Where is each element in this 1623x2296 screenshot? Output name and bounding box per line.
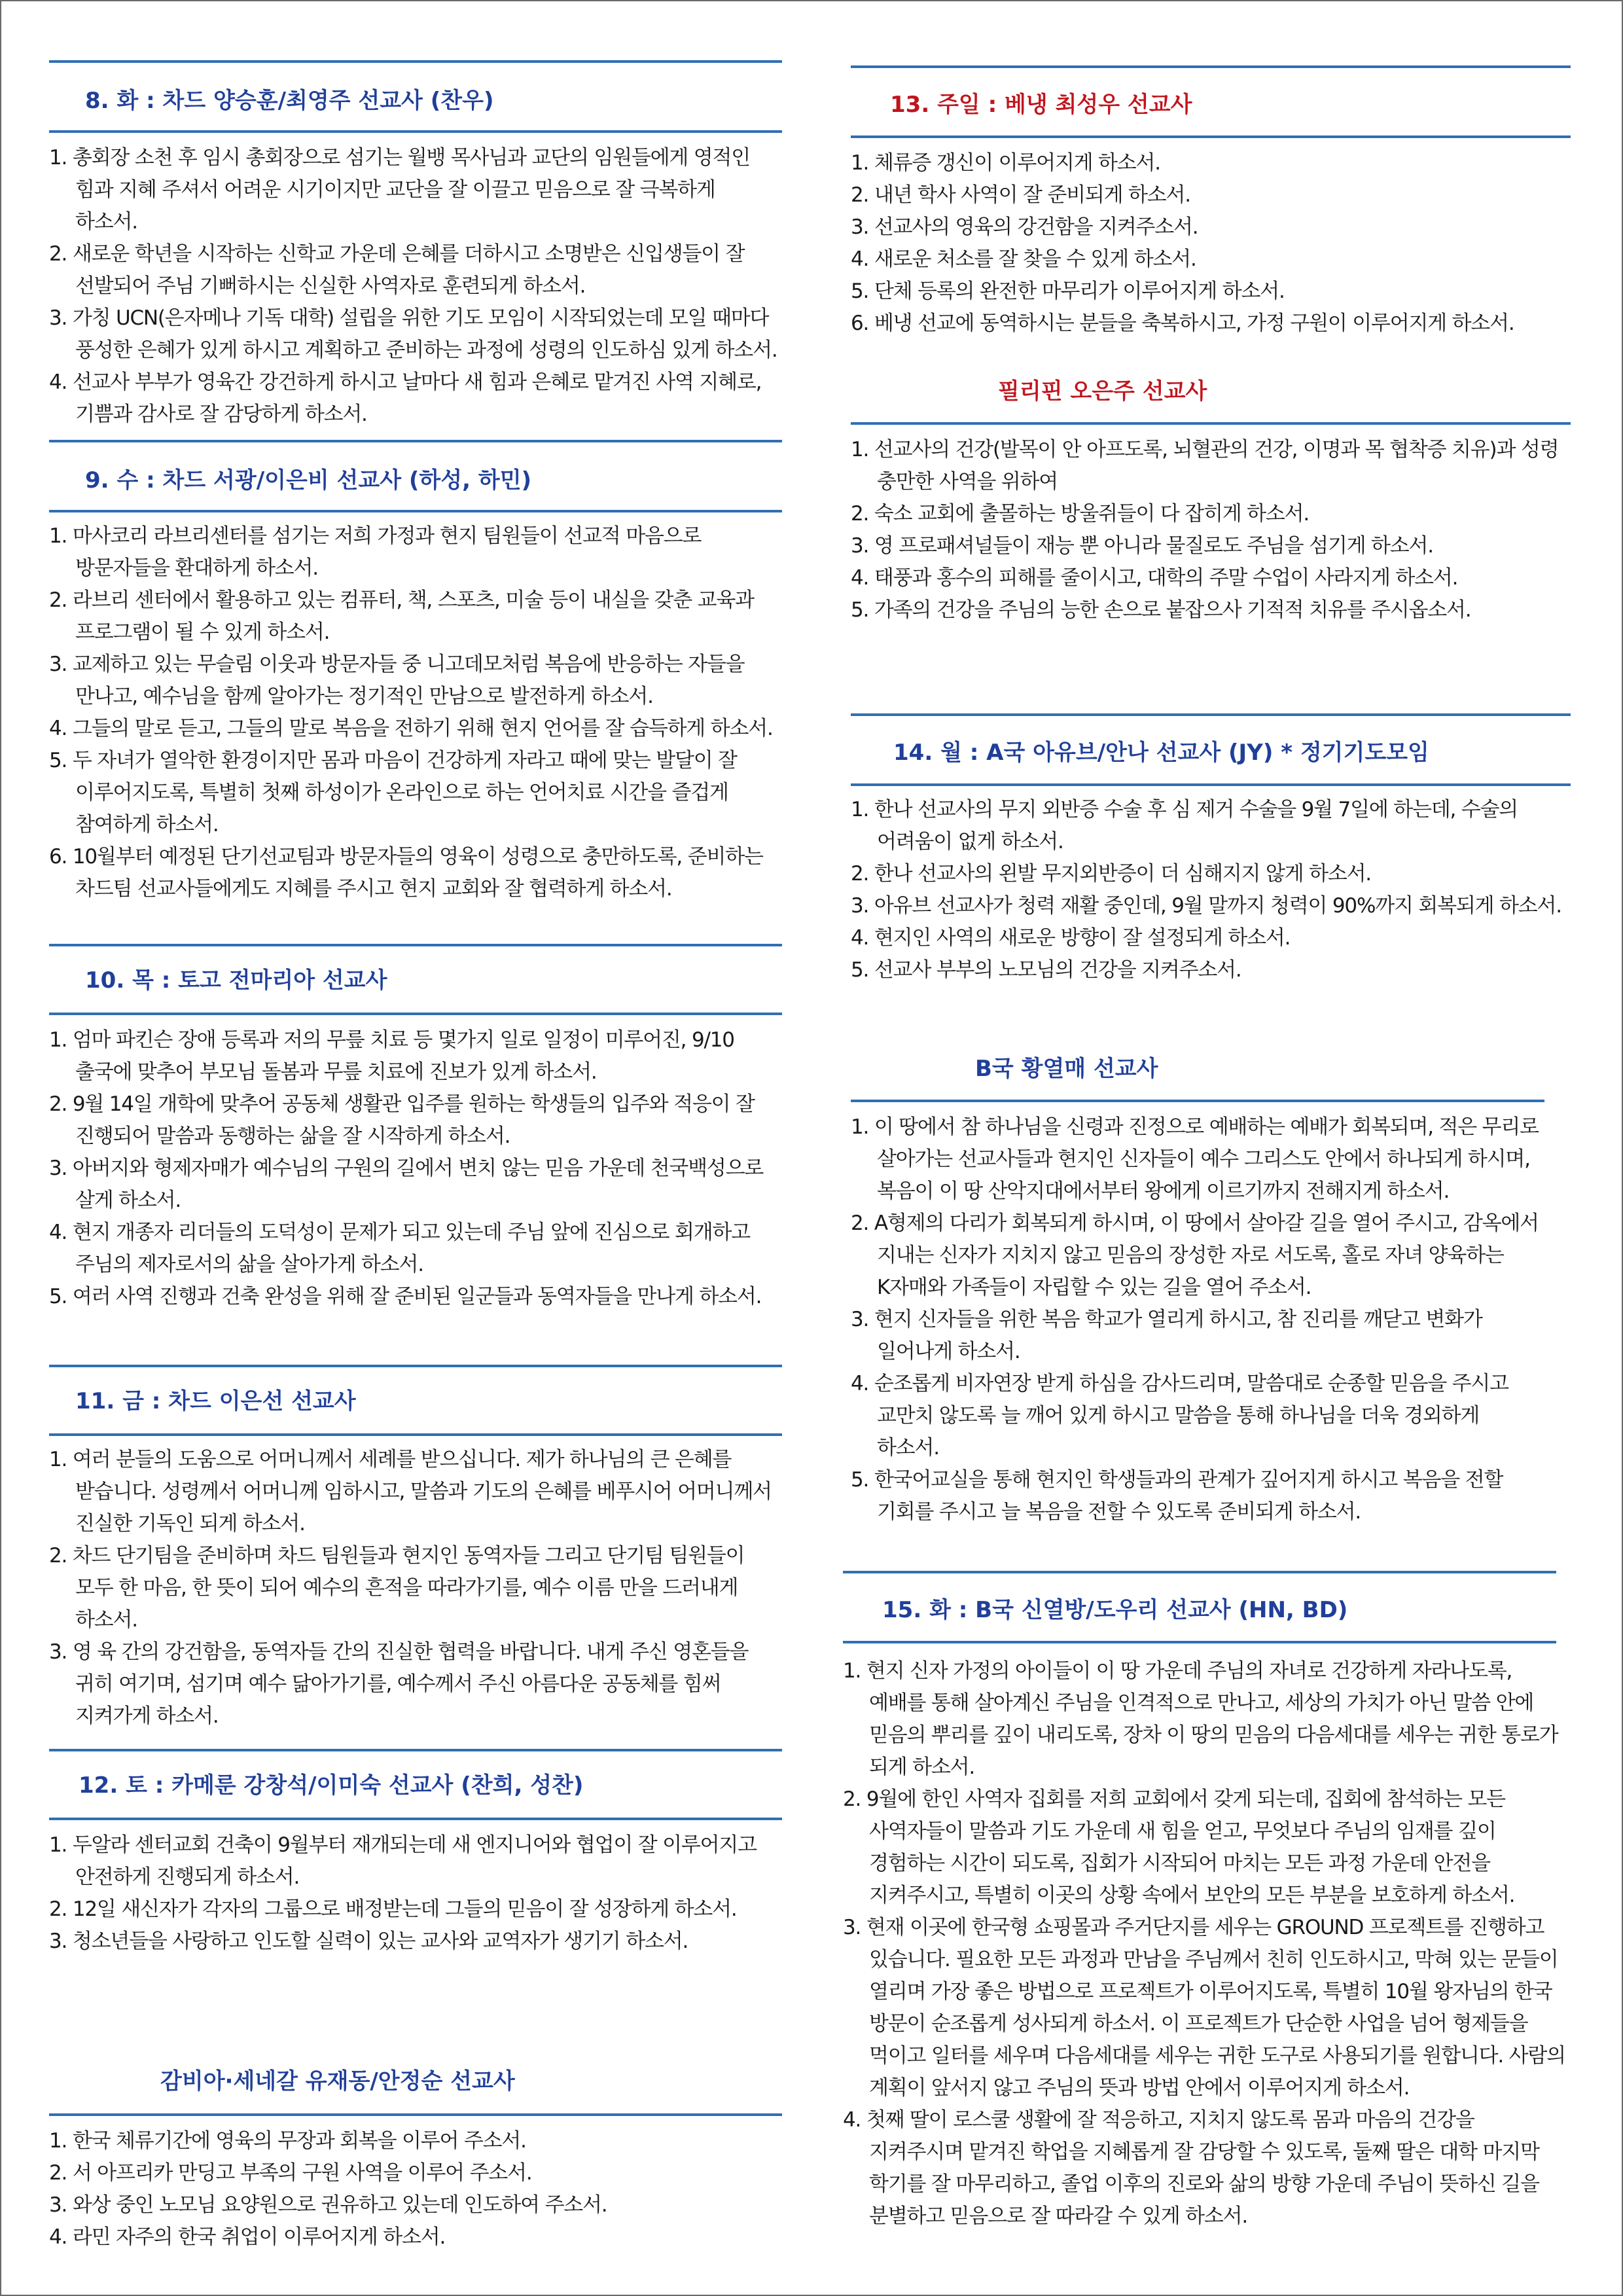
prayer-item: 3. 선교사의 영육의 강건함을 지켜주소서. — [851, 215, 1198, 239]
prayer-item: 3. 현재 이곳에 한국형 쇼핑몰과 주거단지를 세우는 GROUND 프로젝트를 진행하고 있습니다. 필요한 모든 과정과 만남을 주님께서 친히 인도하시고, 막혀 있는 문들이 열리며 가장 좋은 방법으로 프로젝트가 이루어지도록, 특별히 10월 왕자님의 한국 방문이 순조롭게 성사되게 하소서. 이 프로젝트가 단순한 사업을 넘어 형제들을 먹이고 일터를 세우며 다음세대를 세우는 귀한 도구로 사용되기를 원합니다. 사람의 계획이 앞서지 않고 주님의 뜻과 방법 안에서 이루어지게 하소서. — [843, 1916, 1565, 2100]
prayer-item: 1. 선교사의 건강(발목이 안 아프도록, 뇌혈관의 건강, 이명과 목 협착증 치유)과 성령 충만한 사역을 위하여 — [851, 438, 1559, 493]
prayer-list — [49, 142, 782, 431]
prayer-item: 3. 영 프로패셔널들이 재능 뿐 아니라 물질로도 주님을 섬기게 하소서. — [851, 534, 1433, 558]
prayer-item: 3. 아유브 선교사가 청력 재활 중인데, 9월 말까지 청력이 90%까지 회복되게 하소서. — [851, 894, 1561, 918]
section-bottom-rule — [49, 1433, 782, 1436]
section-15 — [843, 1571, 1571, 2233]
prayer-item: 2. 서 아프리카 만딩고 부족의 구원 사역을 이루어 주소서. — [49, 2161, 532, 2185]
prayer-item: 1. 총회장 소천 후 임시 총회장으로 섬기는 월뱅 목사님과 교단의 임원들에게 영적인 힘과 지혜 주셔서 어려운 시기이지만 교단을 잘 이끌고 믿음으로 잘 극복하게 하소서. — [49, 146, 750, 234]
prayer-item: 3. 현지 신자들을 위한 복음 학교가 열리게 하시고, 참 진리를 깨닫고 변화가 일어나게 하소서. — [851, 1308, 1482, 1363]
section-title: 8. 화 : 차드 양승훈/최영주 선교사 (찬우) — [85, 88, 494, 114]
section-bottom-rule — [851, 422, 1571, 425]
section-title: 13. 주일 : 베냉 최성우 선교사 — [890, 92, 1192, 118]
prayer-item: 5. 선교사 부부의 노모님의 건강을 지켜주소서. — [851, 958, 1241, 982]
section-b-country — [851, 1050, 1544, 1528]
section-title: 감비아·세네갈 유재동/안정순 선교사 — [160, 2068, 515, 2094]
prayer-item: 4. 라민 자주의 한국 취업이 이루어지게 하소서. — [49, 2225, 446, 2249]
prayer-item: 5. 가족의 건강을 주님의 능한 손으로 붙잡으사 기적적 치유를 주시옵소서. — [851, 598, 1471, 622]
prayer-item: 4. 순조롭게 비자연장 받게 하심을 감사드리며, 말씀대로 순종할 믿음을 주시고 교만치 않도록 늘 깨어 있게 하시고 말씀을 통해 하나님을 더욱 경외하게 하소서. — [851, 1372, 1508, 1460]
prayer-item: 3. 와상 중인 노모님 요양원으로 권유하고 있는데 인도하여 주소서. — [49, 2193, 607, 2217]
prayer-item: 1. 현지 신자 가정의 아이들이 이 땅 가운데 주님의 자녀로 건강하게 자라나도록, 예배를 통해 살아계신 주님을 인격적으로 만나고, 세상의 가치가 아닌 말씀 안에 믿음의 뿌리를 깊이 내리도록, 장차 이 땅의 믿음의 다음세대를 세우는 귀한 통로가 되게 하소서. — [843, 1659, 1558, 1779]
prayer-item: 2. 새로운 학년을 시작하는 신학교 가운데 은혜를 더하시고 소명받은 신입생들이 잘 선발되어 주님 기뻐하시는 신실한 사역자로 훈련되게 하소서. — [49, 242, 745, 298]
section-top-rule — [49, 440, 782, 442]
prayer-list — [851, 434, 1571, 626]
prayer-item: 4. 현지 개종자 리더들의 도덕성이 문제가 되고 있는데 주님 앞에 진심으로 회개하고 주님의 제자로서의 삶을 살아가게 하소서. — [49, 1221, 750, 1276]
section-title: 9. 수 : 차드 서광/이은비 선교사 (하성, 하민) — [85, 467, 532, 493]
prayer-item: 5. 한국어교실을 통해 현지인 학생들과의 관계가 깊어지게 하시고 복음을 전할 기회를 주시고 늘 복음을 전할 수 있도록 준비되게 하소서. — [851, 1468, 1503, 1524]
prayer-item: 4. 선교사 부부가 영육간 강건하게 하시고 날마다 새 힘과 은혜로 맡겨진 사역 지혜로, 기쁨과 감사로 잘 감당하게 하소서. — [49, 370, 762, 426]
section-title: 필리핀 오은주 선교사 — [998, 378, 1207, 404]
prayer-item: 3. 청소년들을 사랑하고 인도할 실력이 있는 교사와 교역자가 생기기 하소서. — [49, 1929, 688, 1953]
prayer-item: 2. 숙소 교회에 출몰하는 방울쥐들이 다 잡히게 하소서. — [851, 502, 1310, 526]
section-title: 14. 월 : A국 아유브/안나 선교사 (JY) * 정기기도모임 — [893, 740, 1429, 766]
prayer-list — [49, 520, 782, 905]
prayer-item: 1. 마사코리 라브리센터를 섬기는 저희 가정과 현지 팀원들이 선교적 마음으로 방문자들을 환대하게 하소서. — [49, 524, 702, 580]
prayer-list — [49, 1024, 782, 1313]
section-13 — [851, 65, 1571, 340]
prayer-item: 5. 단체 등록의 완전한 마무리가 이루어지게 하소서. — [851, 279, 1285, 303]
prayer-item: 2. 12일 새신자가 각자의 그룹으로 배정받는데 그들의 믿음이 잘 성장하게 하소서. — [49, 1897, 737, 1921]
prayer-item: 6. 베냉 선교에 동역하시는 분들을 축복하시고, 가정 구원이 이루어지게 하소서. — [851, 312, 1514, 335]
prayer-item: 5. 두 자녀가 열악한 환경이지만 몸과 마음이 건강하게 자라고 때에 맞는 발달이 잘 이루어지도록, 특별히 첫째 하성이가 온라인으로 하는 언어치료 시간을 즐겁게 참여하게 하소서. — [49, 749, 737, 836]
section-top-rule — [851, 713, 1571, 716]
section-12 — [49, 1749, 782, 1958]
section-top-rule — [49, 1749, 782, 1751]
prayer-item: 4. 그들의 말로 듣고, 그들의 말로 복음을 전하기 위해 현지 언어를 잘 습득하게 하소서. — [49, 717, 773, 740]
section-top-rule — [49, 944, 782, 946]
prayer-item: 2. 내년 학사 사역이 잘 준비되게 하소서. — [851, 183, 1190, 207]
section-philippines — [851, 373, 1571, 626]
section-bottom-rule — [49, 2113, 782, 2116]
prayer-list — [843, 1655, 1571, 2233]
section-bottom-rule — [49, 1818, 782, 1820]
prayer-item: 2. 라브리 센터에서 활용하고 있는 컴퓨터, 책, 스포츠, 미술 등이 내실을 갖춘 교육과 프로그램이 될 수 있게 하소서. — [49, 588, 754, 644]
prayer-item: 6. 10월부터 예정된 단기선교팀과 방문자들의 영육이 성령으로 충만하도록, 준비하는 차드팀 선교사들에게도 지혜를 주시고 현지 교회와 잘 협력하게 하소서. — [49, 845, 763, 901]
prayer-item: 3. 영 육 간의 강건함을, 동역자들 간의 진실한 협력을 바랍니다. 내게 주신 영혼들을 귀히 여기며, 섬기며 예수 닮아가기를, 예수께서 주신 아름다운 공동체를 힘써 지켜가게 하소서. — [49, 1640, 749, 1728]
prayer-item: 3. 아버지와 형제자매가 예수님의 구원의 길에서 변치 않는 믿음 가운데 천국백성으로 살게 하소서. — [49, 1157, 764, 1212]
section-11 — [49, 1365, 782, 1732]
prayer-list — [851, 1111, 1544, 1528]
section-top-rule — [49, 1365, 782, 1367]
section-14 — [851, 713, 1571, 986]
section-bottom-rule — [49, 1013, 782, 1015]
prayer-item: 4. 현지인 사역의 새로운 방향이 잘 설정되게 하소서. — [851, 926, 1291, 950]
section-top-rule — [49, 60, 782, 63]
section-title: 15. 화 : B국 신열방/도우리 선교사 (HN, BD) — [882, 1597, 1348, 1623]
section-bottom-rule — [851, 135, 1571, 138]
prayer-item: 1. 엄마 파킨슨 장애 등록과 저의 무릎 치료 등 몇가지 일로 일정이 미루어진, 9/10 출국에 맞추어 부모님 돌봄과 무릎 치료에 진보가 있게 하소서. — [49, 1028, 734, 1084]
prayer-item: 2. 한나 선교사의 왼발 무지외반증이 더 심해지지 않게 하소서. — [851, 862, 1371, 886]
prayer-item: 2. A형제의 다리가 회복되게 하시며, 이 땅에서 살아갈 길을 열어 주시고, 감옥에서 지내는 신자가 지치지 않고 믿음의 장성한 자로 서도록, 홀로 자녀 양육하는 K자매와 가족들이 자립할 수 있는 길을 열어 주소서. — [851, 1211, 1539, 1299]
prayer-item: 4. 새로운 처소를 잘 찾을 수 있게 하소서. — [851, 247, 1196, 271]
section-title: 12. 토 : 카메룬 강창석/이미숙 선교사 (찬희, 성찬) — [79, 1772, 584, 1799]
prayer-item: 2. 차드 단기팀을 준비하며 차드 팀원들과 현지인 동역자들 그리고 단기팀 팀원들이 모두 한 마음, 한 뜻이 되어 예수의 흔적을 따라가기를, 예수 이름 만을 드러내게 하소서. — [49, 1544, 745, 1632]
section-bottom-rule — [49, 130, 782, 133]
prayer-list — [851, 794, 1571, 986]
section-bottom-rule — [843, 1641, 1556, 1643]
prayer-list — [49, 1444, 782, 1732]
prayer-item: 2. 9월 14일 개학에 맞추어 공동체 생활관 입주를 원하는 학생들의 입주와 적응이 잘 진행되어 말씀과 동행하는 삶을 잘 시작하게 하소서. — [49, 1092, 755, 1148]
section-bottom-rule — [851, 783, 1571, 786]
section-title: 10. 목 : 토고 전마리아 선교사 — [85, 967, 387, 994]
prayer-item: 5. 여러 사역 진행과 건축 완성을 위해 잘 준비된 일군들과 동역자들을 만나게 하소서. — [49, 1285, 762, 1308]
section-bottom-rule — [851, 1100, 1544, 1102]
prayer-item: 3. 가칭 UCN(은자메나 기독 대학) 설립을 위한 기도 모임이 시작되었는데 모일 때마다 풍성한 은혜가 있게 하시고 계획하고 준비하는 과정에 성령의 인도하심 있게 하소서. — [49, 306, 777, 362]
prayer-item: 1. 이 땅에서 참 하나님을 신령과 진정으로 예배하는 예배가 회복되며, 적은 무리로 살아가는 선교사들과 현지인 신자들이 예수 그리스도 안에서 하나되게 하시며, 복음이 이 땅 산악지대에서부터 왕에게 이르기까지 전해지게 하소서. — [851, 1115, 1539, 1203]
prayer-item: 1. 여러 분들의 도움으로 어머니께서 세례를 받으십니다. 제가 하나님의 큰 은혜를 받습니다. 성령께서 어머니께 임하시고, 말씀과 기도의 은혜를 베푸시어 어머니께서 진실한 기독인 되게 하소서. — [49, 1448, 772, 1535]
prayer-item: 2. 9월에 한인 사역자 집회를 저희 교회에서 갖게 되는데, 집회에 참석하는 모든 사역자들이 말씀과 기도 가운데 새 힘을 얻고, 무엇보다 주님의 임재를 깊이 경험하는 시간이 되도록, 집회가 시작되어 마치는 모든 과정 가운데 안전을 지켜주시고, 특별히 이곳의 상황 속에서 보안의 모든 부분을 보호하게 하소서. — [843, 1787, 1515, 1907]
prayer-list — [49, 2125, 782, 2253]
section-title: 11. 금 : 차드 이은선 선교사 — [75, 1388, 356, 1414]
prayer-list — [851, 147, 1571, 340]
section-8 — [49, 60, 782, 431]
prayer-item: 1. 한국 체류기간에 영육의 무장과 회복을 이루어 주소서. — [49, 2129, 526, 2153]
section-10 — [49, 944, 782, 1313]
section-bottom-rule — [49, 510, 782, 512]
prayer-item: 4. 첫째 딸이 로스쿨 생활에 잘 적응하고, 지치지 않도록 몸과 마음의 건강을 지켜주시며 맡겨진 학업을 지혜롭게 잘 감당할 수 있도록, 둘째 딸은 대학 마지막 학기를 잘 마무리하고, 졸업 이후의 진로와 삶의 방향 가운데 주님이 뜻하신 길을 분별하고 믿음으로 잘 따라갈 수 있게 하소서. — [843, 2108, 1539, 2228]
prayer-item: 1. 체류증 갱신이 이루어지게 하소서. — [851, 151, 1160, 175]
prayer-item: 4. 태풍과 홍수의 피해를 줄이시고, 대학의 주말 수업이 사라지게 하소서. — [851, 566, 1458, 590]
prayer-list — [49, 1829, 782, 1958]
prayer-item: 3. 교제하고 있는 무슬림 이웃과 방문자들 중 니고데모처럼 복음에 반응하는 자들을 만나고, 예수님을 함께 알아가는 정기적인 만남으로 발전하게 하소서. — [49, 653, 745, 708]
prayer-item: 1. 한나 선교사의 무지 외반증 수술 후 심 제거 수술을 9월 7일에 하는데, 수술의 어려움이 없게 하소서. — [851, 798, 1518, 853]
section-9 — [49, 440, 782, 905]
section-top-rule — [851, 65, 1571, 68]
section-top-rule — [843, 1571, 1556, 1573]
section-title: B국 황열매 선교사 — [975, 1056, 1158, 1082]
section-gambia — [49, 2063, 782, 2253]
prayer-item: 1. 두알라 센터교회 건축이 9월부터 재개되는데 새 엔지니어와 협업이 잘 이루어지고 안전하게 진행되게 하소서. — [49, 1833, 757, 1889]
